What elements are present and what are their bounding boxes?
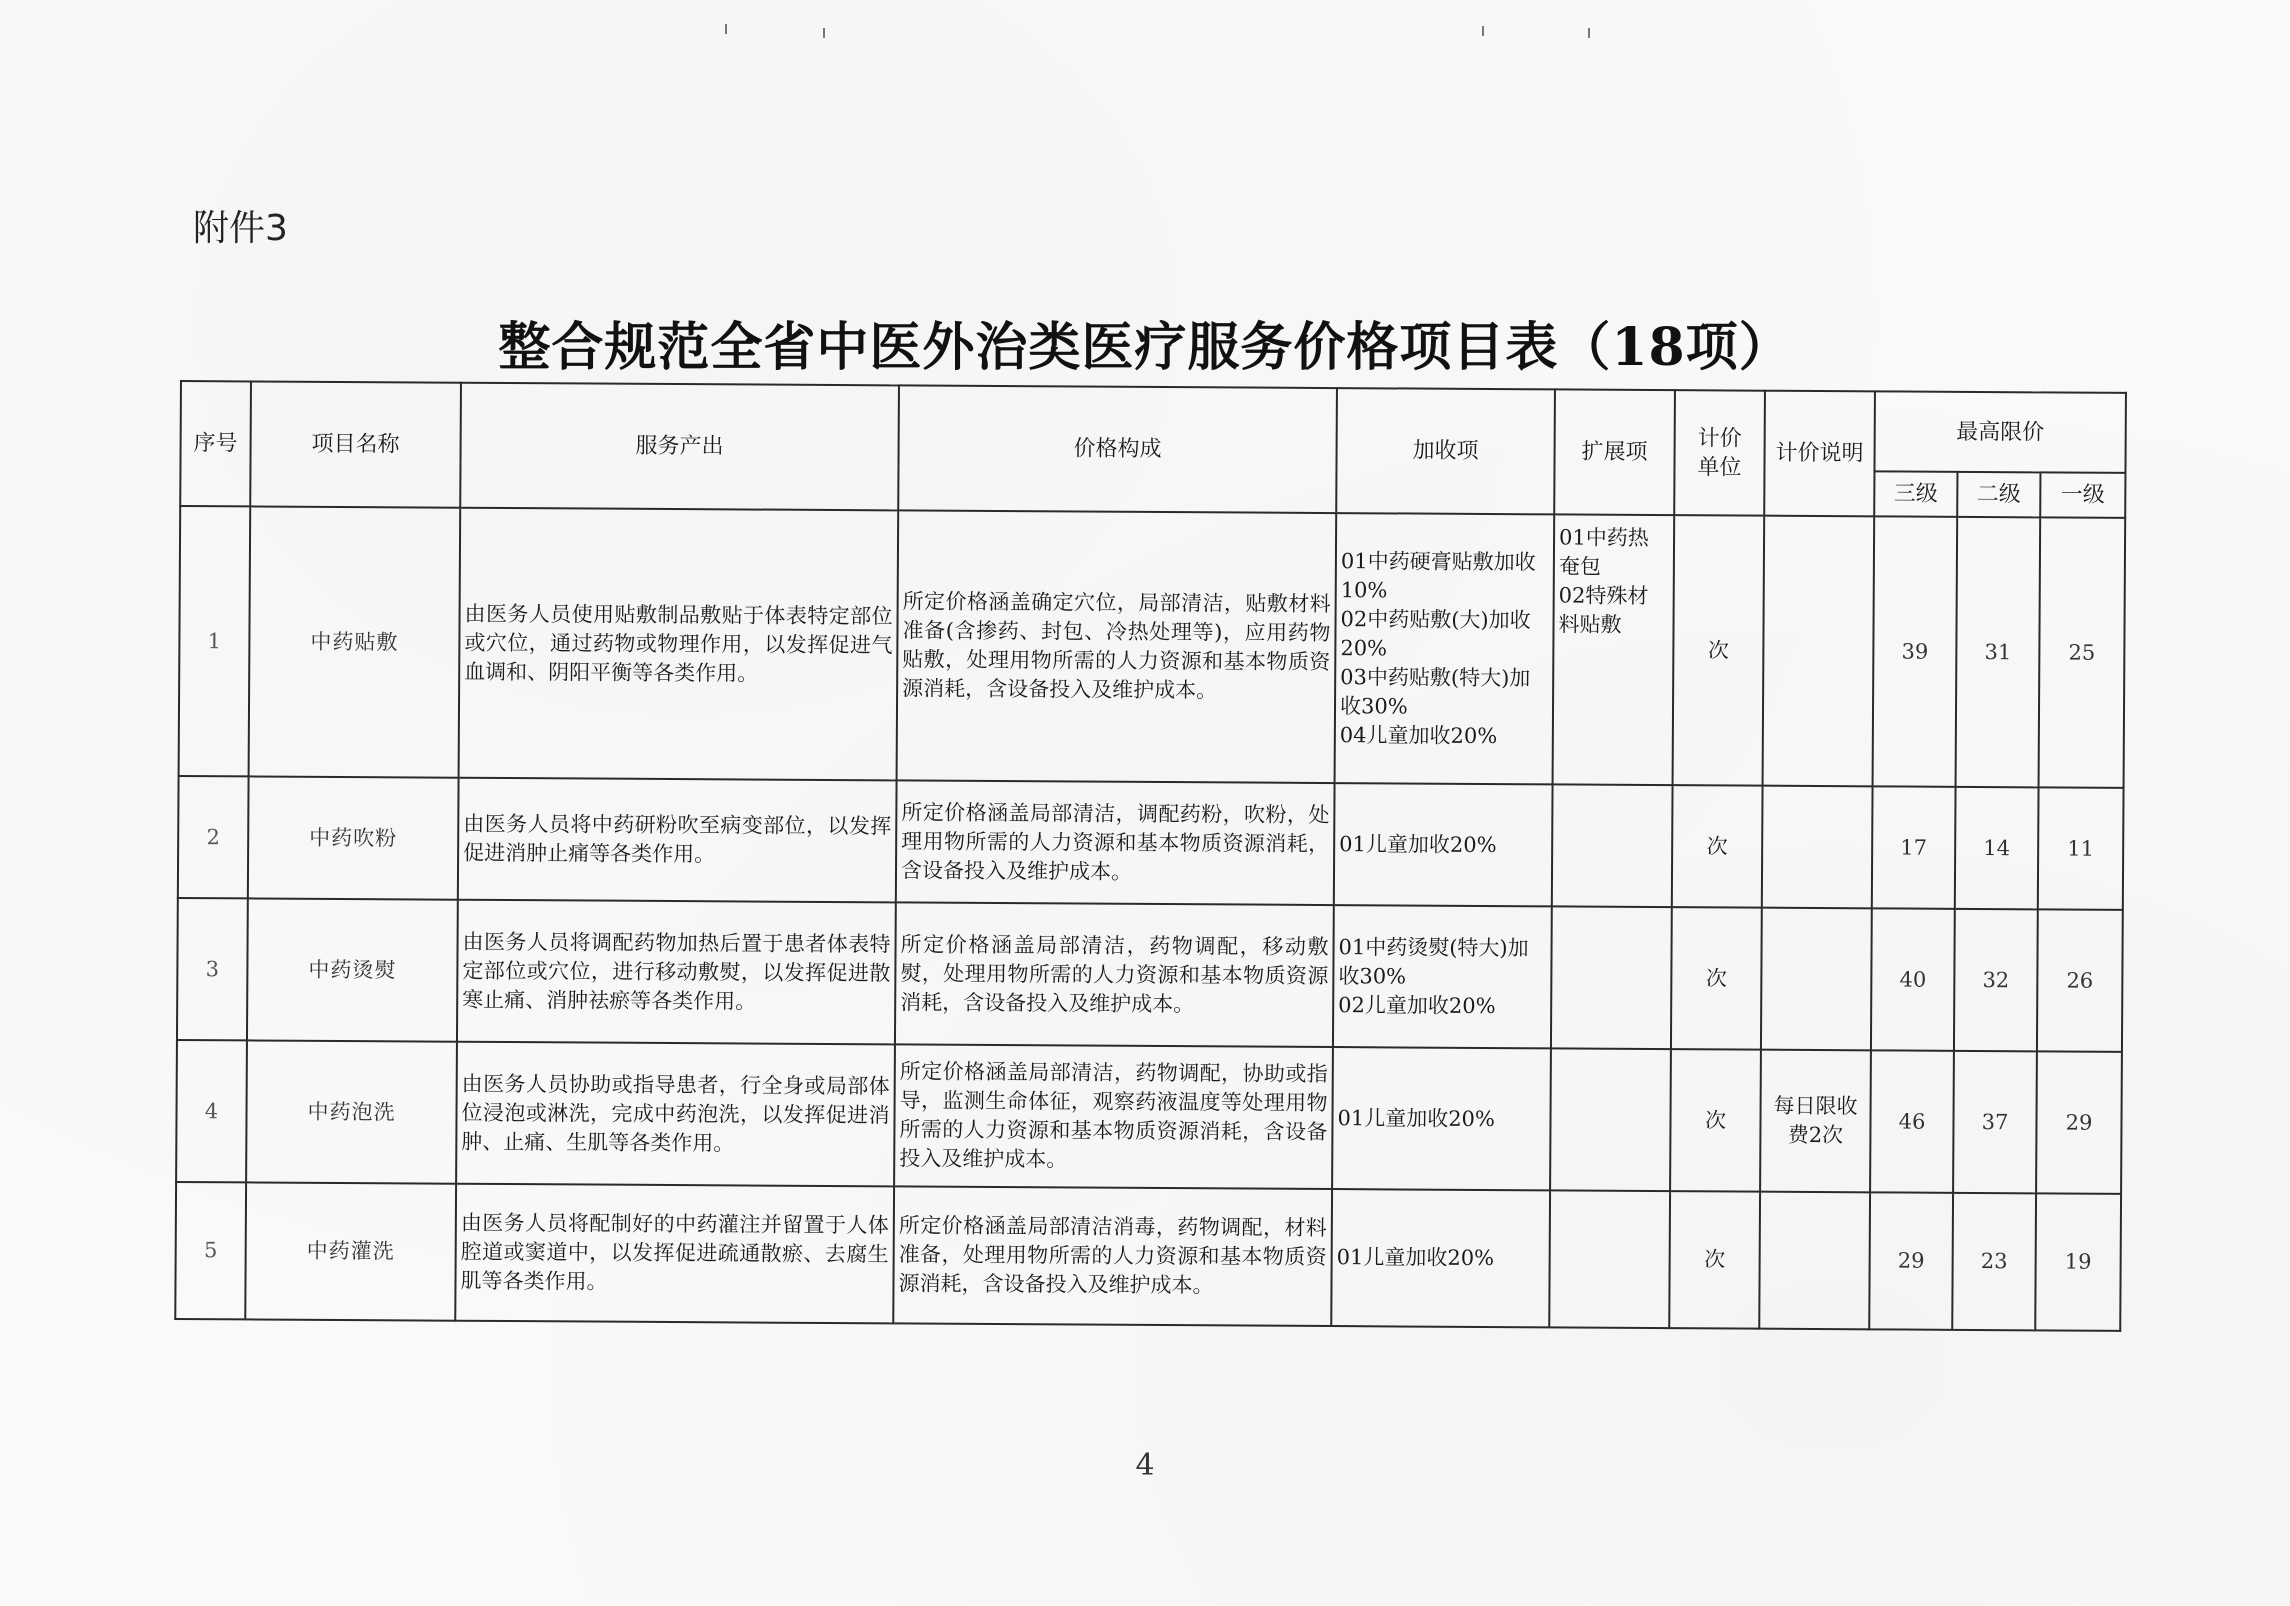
cell-seq: 4 [176, 1040, 247, 1182]
cell-price-level2: 32 [1954, 909, 2038, 1052]
table-row [175, 1182, 2121, 1331]
cell-price-level2: 31 [1956, 517, 2041, 788]
cell-output: 由医务人员使用贴敷制品敷贴于体表特定部位或穴位，通过药物或物理作用，以发挥促进气血调和、阴阳平衡等各类作用。 [459, 508, 899, 781]
header-extension: 扩展项 [1554, 389, 1675, 515]
cell-extension [1551, 906, 1672, 1049]
cell-surcharge [1332, 1047, 1551, 1190]
cell-price-level2: 23 [1952, 1193, 2036, 1331]
cell-surcharge [1335, 513, 1555, 784]
table-row [179, 506, 2126, 788]
scan-mark [1588, 28, 1590, 38]
header-max-price: 最高限价 [1874, 391, 2125, 473]
surcharge-item: 01中药烫熨(特大)加收30% [1338, 934, 1529, 989]
cell-seq: 5 [175, 1182, 246, 1319]
attachment-label: 附件3 [193, 208, 288, 249]
header-seq: 序号 [180, 381, 251, 506]
cell-price-composition: 所定价格涵盖局部清洁消毒，药物调配，材料准备，处理用物所需的人力资源和基本物质资源消耗，含设备投入及维护成本。 [893, 1186, 1332, 1326]
scan-mark [823, 28, 825, 38]
cell-note [1759, 1192, 1870, 1330]
cell-price-level1: 25 [2039, 517, 2126, 788]
cell-output: 由医务人员将中药研粉吹至病变部位，以发挥促进消肿止痛等各类作用。 [458, 778, 897, 903]
cell-price-level3: 39 [1873, 516, 1958, 787]
cell-unit: 次 [1671, 907, 1762, 1050]
surcharge-item: 04儿童加收20% [1339, 722, 1498, 748]
cell-price-composition: 所定价格涵盖局部清洁，调配药粉，吹粉，处理用物所需的人力资源和基本物质资源消耗，含设备投入及维护成本。 [896, 780, 1335, 905]
cell-note [1761, 908, 1872, 1051]
cell-output: 由医务人员协助或指导患者，行全身或局部体位浸泡或淋洗，完成中药泡洗，以发挥促进消肿、止痛、生肌等各类作用。 [456, 1042, 895, 1187]
header-output: 服务产出 [460, 383, 899, 511]
price-table [174, 380, 2127, 1332]
scan-mark [1482, 26, 1484, 36]
cell-price-composition: 所定价格涵盖局部清洁，药物调配，协助或指导，监测生命体征，观察药液温度等处理用物所需的人力资源和基本物质资源消耗，含设备投入及维护成本。 [894, 1044, 1333, 1189]
cell-name: 中药灌洗 [245, 1182, 456, 1320]
cell-name: 中药吹粉 [248, 776, 459, 899]
header-row [181, 381, 2126, 473]
cell-unit: 次 [1670, 1049, 1761, 1192]
cell-price-composition: 所定价格涵盖确定穴位，局部清洁，贴敷材料准备(含掺药、封包、冷热处理等)，应用药物贴敷，处理用物所需的人力资源和基本物质资源消耗，含设备投入及维护成本。 [897, 510, 1337, 783]
header-name: 项目名称 [250, 381, 461, 507]
cell-extension [1553, 514, 1675, 785]
surcharge-item: 02儿童加收20% [1338, 992, 1496, 1018]
cell-surcharge [1334, 783, 1553, 906]
header-price-composition: 价格构成 [898, 385, 1337, 513]
table-row [177, 898, 2123, 1052]
page-number: 4 [1135, 1448, 1155, 1483]
cell-surcharge [1331, 1189, 1550, 1327]
cell-output: 由医务人员将调配药物加热后置于患者体表特定部位或穴位，进行移动敷熨，以发挥促进散寒止痛、消肿祛瘀等各类作用。 [457, 900, 896, 1045]
header-surcharge: 加收项 [1336, 388, 1555, 514]
header-note: 计价说明 [1764, 391, 1875, 517]
cell-unit: 次 [1672, 785, 1763, 908]
cell-price-level3: 40 [1871, 908, 1955, 1051]
surcharge-item: 02中药贴敷(大)加收20% [1340, 606, 1531, 660]
cell-price-level2: 14 [1955, 787, 2039, 910]
surcharge-item: 01儿童加收20% [1337, 1105, 1495, 1131]
header-level2: 二级 [1957, 472, 2040, 518]
surcharge-item: 01中药硬膏贴敷加收10% [1340, 548, 1536, 602]
cell-seq: 1 [179, 506, 251, 776]
surcharge-item: 03中药贴敷(特大)加收30% [1339, 664, 1531, 719]
cell-price-level3: 29 [1869, 1192, 1953, 1330]
cell-price-level1: 11 [2038, 787, 2124, 910]
cell-name: 中药烫熨 [247, 898, 458, 1041]
header-level3: 三级 [1874, 471, 1957, 517]
table-row [176, 1040, 2122, 1194]
cell-price-level1: 19 [2035, 1193, 2121, 1331]
page-title: 整合规范全省中医外治类医疗服务价格项目表（18项） [498, 317, 1792, 378]
cell-price-level1: 29 [2036, 1051, 2122, 1194]
cell-price-level1: 26 [2037, 909, 2123, 1052]
cell-note: 每日限收费2次 [1760, 1050, 1871, 1193]
cell-price-level3: 17 [1872, 786, 1956, 909]
surcharge-item: 01儿童加收20% [1336, 1245, 1495, 1271]
extension-item: 02特殊材料贴敷 [1558, 583, 1649, 637]
cell-output: 由医务人员将配制好的中药灌注并留置于人体腔道或窦道中，以发挥促进疏通散瘀、去腐生肌等各类作用。 [455, 1184, 894, 1324]
cell-unit: 次 [1673, 515, 1765, 786]
cell-note [1763, 516, 1875, 787]
cell-extension [1549, 1190, 1670, 1328]
header-unit: 计价单位 [1674, 390, 1765, 516]
cell-unit: 次 [1669, 1191, 1760, 1329]
header-level1: 一级 [2040, 472, 2125, 518]
table-row [178, 776, 2124, 910]
cell-name: 中药贴敷 [249, 506, 461, 777]
cell-price-level3: 46 [1870, 1050, 1954, 1193]
cell-price-composition: 所定价格涵盖局部清洁，药物调配，移动敷熨，处理用物所需的人力资源和基本物质资源消耗，含设备投入及维护成本。 [895, 902, 1334, 1047]
surcharge-item: 01儿童加收20% [1339, 831, 1497, 857]
cell-price-level2: 37 [1953, 1051, 2037, 1194]
cell-seq: 3 [177, 898, 248, 1040]
extension-item: 01中药热奄包 [1558, 525, 1649, 579]
cell-extension [1550, 1048, 1671, 1191]
scan-mark [725, 24, 727, 34]
cell-extension [1552, 784, 1673, 907]
cell-seq: 2 [178, 776, 249, 898]
cell-name: 中药泡洗 [246, 1040, 457, 1183]
cell-note [1762, 786, 1873, 909]
cell-surcharge [1333, 905, 1552, 1048]
